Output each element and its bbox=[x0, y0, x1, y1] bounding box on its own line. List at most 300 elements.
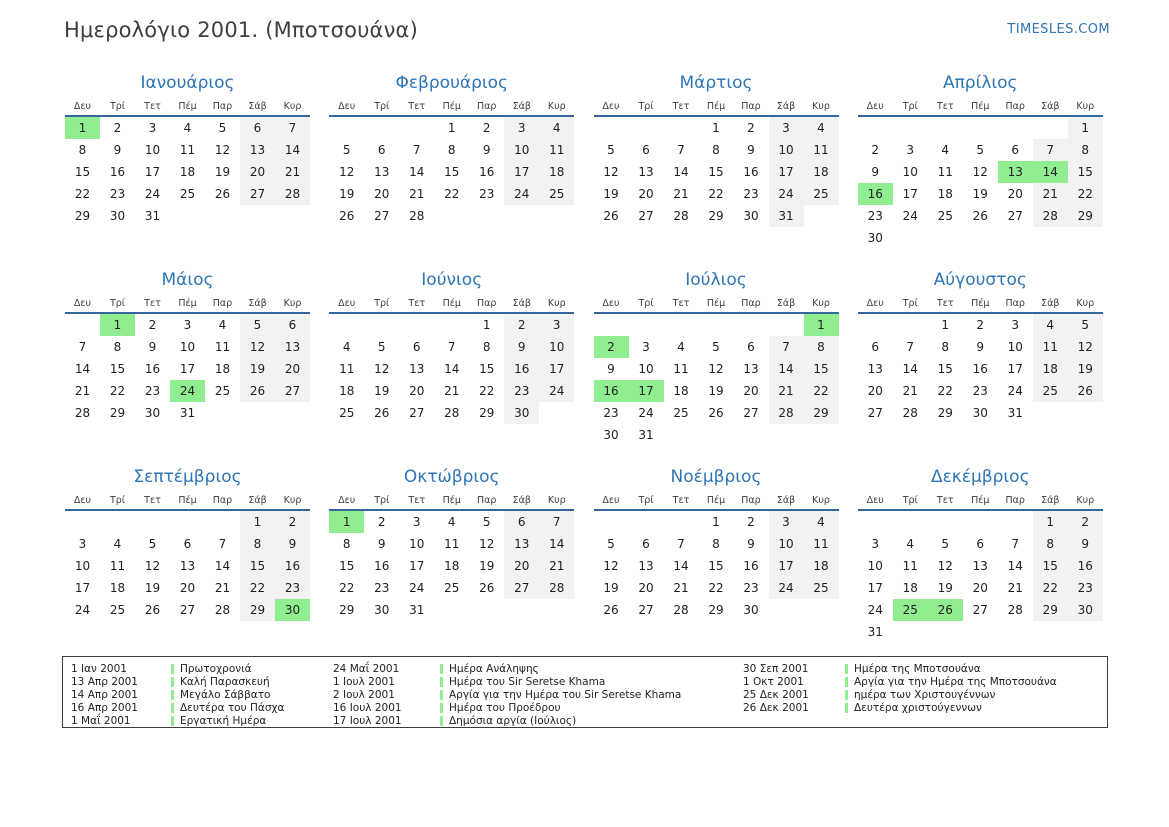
day-cell: 6 bbox=[412, 340, 421, 354]
month-Σεπτέμβριος bbox=[64, 464, 311, 645]
empty-cell bbox=[998, 116, 1033, 139]
day-cell: 14 bbox=[902, 362, 918, 376]
day-cell: 29 bbox=[479, 406, 495, 420]
day-cell: 21 bbox=[769, 380, 804, 402]
legend-label: ημέρα των Χριστουγέννων bbox=[854, 688, 996, 701]
day-cell: 27 bbox=[1007, 209, 1023, 223]
day-cell: 28 bbox=[673, 209, 689, 223]
weekday-label: Παρ bbox=[212, 101, 233, 112]
day-cell: 19 bbox=[479, 559, 495, 573]
day-cell: 2 bbox=[377, 515, 386, 529]
empty-cell bbox=[399, 313, 434, 336]
day-cell: 25 bbox=[804, 577, 839, 599]
day-cell: 19 bbox=[603, 581, 619, 595]
day-cell: 6 bbox=[275, 313, 310, 336]
day-cell: 13 bbox=[504, 533, 539, 555]
month-Οκτώβριος bbox=[328, 464, 575, 645]
empty-cell bbox=[664, 313, 699, 336]
day-cell: 1 bbox=[941, 318, 950, 332]
day-cell: 25 bbox=[539, 183, 574, 205]
day-cell: 15 bbox=[804, 358, 839, 380]
day-cell: 5 bbox=[377, 340, 386, 354]
day-cell: 9 bbox=[976, 340, 985, 354]
month-Νοέμβριος bbox=[593, 464, 840, 645]
empty-cell bbox=[769, 599, 804, 621]
weekday-label: Σάβ bbox=[512, 101, 531, 112]
weekday-label: Πέμ bbox=[971, 101, 990, 112]
month-title: Δεκέμβριος bbox=[930, 467, 1030, 487]
day-cell: 21 bbox=[902, 384, 918, 398]
day-cell: 22 bbox=[339, 581, 355, 595]
day-cell: 12 bbox=[240, 336, 275, 358]
weekday-label: Παρ bbox=[741, 101, 761, 112]
day-cell: 12 bbox=[374, 362, 390, 376]
empty-cell bbox=[893, 621, 928, 643]
weekday-label: Παρ bbox=[1005, 101, 1025, 112]
empty-cell bbox=[240, 402, 275, 424]
day-cell: 22 bbox=[479, 384, 495, 398]
day-cell: 16 bbox=[374, 559, 390, 573]
day-cell: 7 bbox=[78, 340, 87, 354]
empty-cell bbox=[629, 116, 664, 139]
day-cell: 11 bbox=[444, 537, 460, 551]
holiday-marker-icon bbox=[845, 677, 848, 687]
weekday-label: Δευ bbox=[602, 495, 620, 506]
day-cell: 26 bbox=[479, 581, 495, 595]
day-cell: 11 bbox=[902, 559, 918, 573]
day-cell: 28 bbox=[444, 406, 460, 420]
day-cell: 10 bbox=[902, 165, 918, 179]
empty-cell bbox=[594, 116, 629, 139]
day-cell: 19 bbox=[374, 384, 390, 398]
weekday-label: Πέμ bbox=[706, 101, 726, 112]
empty-cell bbox=[275, 205, 310, 227]
day-cell: 21 bbox=[74, 384, 91, 398]
day-cell: 11 bbox=[937, 165, 953, 179]
month-table bbox=[65, 492, 310, 621]
day-cell: 10 bbox=[769, 139, 804, 161]
day-cell: 20 bbox=[743, 384, 759, 398]
weekday-label: Σάβ bbox=[776, 495, 796, 506]
month-table bbox=[65, 295, 310, 424]
day-cell: 15 bbox=[1068, 161, 1103, 183]
day-cell: 3 bbox=[539, 313, 574, 336]
day-cell: 27 bbox=[504, 577, 539, 599]
month-title: Φεβρουάριος bbox=[395, 73, 509, 93]
day-cell: 18 bbox=[673, 384, 689, 398]
day-cell: 6 bbox=[976, 537, 985, 551]
day-cell: 3 bbox=[148, 121, 157, 135]
day-cell: 1 bbox=[447, 121, 456, 135]
day-cell: 29 bbox=[1068, 205, 1103, 227]
day-cell: 9 bbox=[113, 143, 122, 157]
weekday-label: Παρ bbox=[1005, 495, 1025, 506]
day-cell: 7 bbox=[769, 336, 804, 358]
day-cell: 16 bbox=[479, 165, 495, 179]
weekday-label: Σάβ bbox=[512, 495, 531, 506]
day-cell: 28 bbox=[74, 406, 91, 420]
empty-cell bbox=[893, 227, 928, 249]
empty-cell bbox=[928, 510, 963, 533]
day-cell: 5 bbox=[148, 537, 157, 551]
day-cell: 1 bbox=[65, 116, 100, 139]
day-cell: 17 bbox=[504, 161, 539, 183]
empty-cell bbox=[594, 313, 629, 336]
empty-cell bbox=[434, 205, 469, 227]
empty-cell bbox=[664, 116, 699, 139]
legend-label: Εργατική Ημέρα bbox=[180, 714, 267, 727]
day-cell: 6 bbox=[504, 510, 539, 533]
weekday-label: Σάβ bbox=[776, 101, 796, 112]
day-cell: 19 bbox=[1068, 358, 1103, 380]
day-cell: 18 bbox=[804, 555, 839, 577]
empty-cell bbox=[399, 116, 434, 139]
holiday-marker-icon bbox=[440, 703, 443, 713]
legend-date: 25 Δεκ 2001 bbox=[743, 688, 809, 701]
legend-label: Αργία για την Ημέρα της Μποτσουάνα bbox=[854, 675, 1057, 688]
day-cell: 23 bbox=[867, 209, 883, 223]
month-title: Απρίλιος bbox=[942, 73, 1018, 93]
day-cell: 10 bbox=[504, 139, 539, 161]
month-Ιούνιος bbox=[328, 267, 575, 448]
day-cell: 17 bbox=[539, 358, 574, 380]
day-cell: 13 bbox=[275, 336, 310, 358]
day-cell: 9 bbox=[482, 143, 491, 157]
weekday-label: Κυρ bbox=[812, 298, 830, 309]
month-table bbox=[329, 295, 574, 424]
weekday-label: Δευ bbox=[73, 495, 92, 506]
holiday-marker-icon bbox=[440, 677, 443, 687]
day-cell: 27 bbox=[374, 209, 390, 223]
day-cell: 15 bbox=[74, 165, 91, 179]
day-cell: 10 bbox=[409, 537, 425, 551]
day-cell: 17 bbox=[769, 555, 804, 577]
weekday-label: Τετ bbox=[144, 495, 161, 506]
day-cell: 15 bbox=[708, 165, 724, 179]
month-title: Μάρτιος bbox=[679, 73, 753, 93]
legend-row bbox=[63, 688, 325, 701]
day-cell: 18 bbox=[1033, 358, 1068, 380]
day-cell: 13 bbox=[743, 362, 759, 376]
day-cell: 4 bbox=[941, 143, 950, 157]
day-cell: 23 bbox=[109, 187, 126, 201]
day-cell: 13 bbox=[638, 165, 654, 179]
day-cell: 11 bbox=[804, 533, 839, 555]
day-cell: 9 bbox=[148, 340, 157, 354]
day-cell: 16 bbox=[144, 362, 161, 376]
day-cell: 9 bbox=[747, 143, 755, 157]
weekday-label: Τρί bbox=[374, 298, 390, 309]
legend-row bbox=[735, 688, 1107, 701]
empty-cell bbox=[734, 424, 769, 446]
day-cell: 11 bbox=[673, 362, 689, 376]
day-cell: 18 bbox=[339, 384, 355, 398]
day-cell: 24 bbox=[504, 183, 539, 205]
empty-cell bbox=[998, 510, 1033, 533]
day-cell: 1 bbox=[804, 313, 839, 336]
day-cell: 2 bbox=[871, 143, 880, 157]
day-cell: 9 bbox=[1068, 533, 1103, 555]
day-cell: 29 bbox=[109, 406, 126, 420]
weekday-label: Δευ bbox=[73, 101, 92, 112]
day-cell: 5 bbox=[976, 143, 985, 157]
day-cell: 2 bbox=[148, 318, 157, 332]
day-cell: 24 bbox=[409, 581, 425, 595]
weekday-label: Τετ bbox=[672, 495, 690, 506]
day-cell: 30 bbox=[603, 428, 619, 442]
empty-cell bbox=[469, 599, 504, 621]
day-cell: 20 bbox=[972, 581, 988, 595]
weekday-label: Πέμ bbox=[706, 495, 726, 506]
day-cell: 27 bbox=[972, 603, 988, 617]
day-cell: 20 bbox=[179, 581, 196, 595]
day-cell: 19 bbox=[972, 187, 988, 201]
empty-cell bbox=[434, 599, 469, 621]
day-cell: 30 bbox=[504, 402, 539, 424]
day-cell: 13 bbox=[409, 362, 425, 376]
site-link[interactable]: TIMESLES.COM bbox=[1007, 22, 1110, 37]
month-title: Νοέμβριος bbox=[670, 467, 762, 487]
day-cell: 11 bbox=[109, 559, 126, 573]
day-cell: 7 bbox=[677, 143, 685, 157]
day-cell: 15 bbox=[109, 362, 126, 376]
day-cell: 22 bbox=[1033, 577, 1068, 599]
day-cell: 16 bbox=[743, 165, 759, 179]
day-cell: 8 bbox=[941, 340, 950, 354]
weekday-label: Κυρ bbox=[547, 298, 566, 309]
weekday-label: Τρί bbox=[374, 101, 390, 112]
weekday-label: Παρ bbox=[212, 495, 233, 506]
day-cell: 8 bbox=[482, 340, 491, 354]
weekday-label: Δευ bbox=[866, 298, 884, 309]
weekday-label: Κυρ bbox=[283, 495, 302, 506]
day-cell: 11 bbox=[339, 362, 355, 376]
day-cell: 31 bbox=[1007, 406, 1023, 420]
day-cell: 28 bbox=[275, 183, 310, 205]
day-cell: 10 bbox=[867, 559, 883, 573]
day-cell: 18 bbox=[937, 187, 953, 201]
day-cell: 5 bbox=[712, 340, 720, 354]
day-cell: 15 bbox=[937, 362, 953, 376]
day-cell: 30 bbox=[1068, 599, 1103, 621]
legend-row bbox=[325, 714, 735, 727]
day-cell: 1 bbox=[240, 510, 275, 533]
day-cell: 2 bbox=[504, 313, 539, 336]
day-cell: 1 bbox=[329, 510, 364, 533]
day-cell: 14 bbox=[444, 362, 460, 376]
day-cell: 25 bbox=[339, 406, 355, 420]
day-cell: 28 bbox=[539, 577, 574, 599]
weekday-label: Δευ bbox=[338, 101, 356, 112]
empty-cell bbox=[434, 313, 469, 336]
months-grid bbox=[64, 70, 1105, 645]
day-cell: 26 bbox=[144, 603, 161, 617]
day-cell: 18 bbox=[902, 581, 918, 595]
day-cell: 21 bbox=[673, 581, 689, 595]
day-cell: 30 bbox=[743, 603, 759, 617]
day-cell: 23 bbox=[504, 380, 539, 402]
day-cell: 12 bbox=[1068, 336, 1103, 358]
day-cell: 29 bbox=[708, 603, 724, 617]
day-cell: 19 bbox=[214, 165, 231, 179]
day-cell: 9 bbox=[607, 362, 615, 376]
day-cell: 7 bbox=[906, 340, 915, 354]
day-cell: 25 bbox=[214, 384, 231, 398]
day-cell: 29 bbox=[240, 599, 275, 621]
day-cell: 10 bbox=[74, 559, 91, 573]
legend-date: 14 Απρ 2001 bbox=[71, 688, 138, 701]
day-cell: 12 bbox=[479, 537, 495, 551]
weekday-label: Τρί bbox=[374, 495, 390, 506]
day-cell: 1 bbox=[712, 121, 720, 135]
empty-cell bbox=[364, 116, 399, 139]
day-cell: 20 bbox=[1007, 187, 1023, 201]
weekday-label: Δευ bbox=[73, 298, 92, 309]
empty-cell bbox=[504, 205, 539, 227]
empty-cell bbox=[170, 510, 205, 533]
day-cell: 26 bbox=[928, 599, 963, 621]
legend-date: 13 Απρ 2001 bbox=[71, 675, 138, 688]
weekday-label: Τετ bbox=[936, 298, 954, 309]
weekday-label: Τετ bbox=[408, 101, 426, 112]
month-title: Ιούλιος bbox=[685, 270, 747, 290]
day-cell: 29 bbox=[339, 603, 355, 617]
day-cell: 31 bbox=[638, 428, 654, 442]
legend-row bbox=[325, 688, 735, 701]
day-cell: 18 bbox=[179, 165, 196, 179]
day-cell: 26 bbox=[972, 209, 988, 223]
day-cell: 3 bbox=[504, 116, 539, 139]
month-title: Ιανουάριος bbox=[140, 73, 235, 93]
day-cell: 14 bbox=[673, 165, 689, 179]
day-cell: 24 bbox=[74, 603, 91, 617]
day-cell: 12 bbox=[214, 143, 231, 157]
holiday-marker-icon bbox=[440, 664, 443, 674]
weekday-label: Παρ bbox=[477, 298, 497, 309]
day-cell: 9 bbox=[871, 165, 880, 179]
day-cell: 19 bbox=[708, 384, 724, 398]
month-title: Μάιος bbox=[161, 270, 214, 290]
legend-date: 1 Οκτ 2001 bbox=[743, 675, 804, 688]
day-cell: 5 bbox=[941, 537, 950, 551]
day-cell: 17 bbox=[902, 187, 918, 201]
weekday-label: Δευ bbox=[866, 101, 884, 112]
day-cell: 28 bbox=[409, 209, 425, 223]
day-cell: 7 bbox=[447, 340, 456, 354]
day-cell: 26 bbox=[603, 603, 619, 617]
day-cell: 30 bbox=[374, 603, 390, 617]
month-table bbox=[858, 295, 1103, 424]
day-cell: 16 bbox=[594, 380, 629, 402]
day-cell: 27 bbox=[638, 603, 654, 617]
day-cell: 4 bbox=[906, 537, 915, 551]
weekday-label: Πέμ bbox=[971, 495, 990, 506]
day-cell: 15 bbox=[708, 559, 724, 573]
day-cell: 19 bbox=[240, 358, 275, 380]
legend-row bbox=[735, 675, 1107, 688]
day-cell: 18 bbox=[109, 581, 126, 595]
day-cell: 7 bbox=[677, 537, 685, 551]
weekday-label: Πέμ bbox=[706, 298, 726, 309]
weekday-label: Τετ bbox=[936, 101, 954, 112]
day-cell: 26 bbox=[374, 406, 390, 420]
legend-date: 17 Ιουλ 2001 bbox=[333, 714, 402, 727]
day-cell: 13 bbox=[374, 165, 390, 179]
empty-cell bbox=[734, 313, 769, 336]
empty-cell bbox=[539, 402, 574, 424]
day-cell: 6 bbox=[747, 340, 755, 354]
day-cell: 26 bbox=[339, 209, 355, 223]
day-cell: 19 bbox=[339, 187, 355, 201]
day-cell: 11 bbox=[179, 143, 196, 157]
day-cell: 20 bbox=[275, 358, 310, 380]
day-cell: 14 bbox=[214, 559, 231, 573]
weekday-label: Πέμ bbox=[178, 101, 197, 112]
weekday-label: Τετ bbox=[144, 298, 161, 309]
day-cell: 14 bbox=[1033, 161, 1068, 183]
day-cell: 27 bbox=[867, 406, 883, 420]
day-cell: 15 bbox=[240, 555, 275, 577]
month-title: Σεπτέμβριος bbox=[133, 467, 242, 487]
month-Ιανουάριος bbox=[64, 70, 311, 251]
weekday-label: Κυρ bbox=[283, 101, 302, 112]
day-cell: 12 bbox=[603, 559, 619, 573]
weekday-label: Πέμ bbox=[442, 298, 461, 309]
day-cell: 23 bbox=[144, 384, 161, 398]
empty-cell bbox=[858, 313, 893, 336]
holiday-marker-icon bbox=[440, 716, 443, 726]
legend-label: Αργία για την Ημέρα του Sir Seretse Khama bbox=[449, 688, 682, 701]
day-cell: 8 bbox=[1068, 139, 1103, 161]
day-cell: 27 bbox=[409, 406, 425, 420]
legend-date: 30 Σεπ 2001 bbox=[743, 662, 809, 675]
day-cell: 12 bbox=[339, 165, 355, 179]
empty-cell bbox=[205, 510, 240, 533]
day-cell: 14 bbox=[769, 358, 804, 380]
day-cell: 4 bbox=[113, 537, 122, 551]
day-cell: 7 bbox=[412, 143, 421, 157]
day-cell: 25 bbox=[673, 406, 689, 420]
empty-cell bbox=[804, 424, 839, 446]
legend-date: 26 Δεκ 2001 bbox=[743, 701, 809, 714]
day-cell: 27 bbox=[275, 380, 310, 402]
weekday-label: Δευ bbox=[338, 495, 356, 506]
legend-label: Δημόσια αργία (Ιούλιος) bbox=[449, 714, 577, 727]
day-cell: 10 bbox=[1007, 340, 1023, 354]
day-cell: 30 bbox=[275, 599, 310, 621]
empty-cell bbox=[100, 510, 135, 533]
empty-cell bbox=[65, 510, 100, 533]
day-cell: 3 bbox=[412, 515, 421, 529]
empty-cell bbox=[928, 227, 963, 249]
day-cell: 4 bbox=[342, 340, 351, 354]
holiday-marker-icon bbox=[171, 690, 174, 700]
legend-row bbox=[325, 675, 735, 688]
day-cell: 26 bbox=[214, 187, 231, 201]
day-cell: 19 bbox=[937, 581, 953, 595]
day-cell: 20 bbox=[638, 187, 654, 201]
weekday-label: Σάβ bbox=[776, 298, 796, 309]
empty-cell bbox=[664, 424, 699, 446]
day-cell: 19 bbox=[603, 187, 619, 201]
day-cell: 6 bbox=[377, 143, 386, 157]
legend-row bbox=[63, 701, 325, 714]
weekday-label: Κυρ bbox=[1076, 101, 1095, 112]
day-cell: 21 bbox=[673, 187, 689, 201]
day-cell: 9 bbox=[377, 537, 386, 551]
day-cell: 29 bbox=[937, 406, 953, 420]
day-cell: 7 bbox=[275, 116, 310, 139]
